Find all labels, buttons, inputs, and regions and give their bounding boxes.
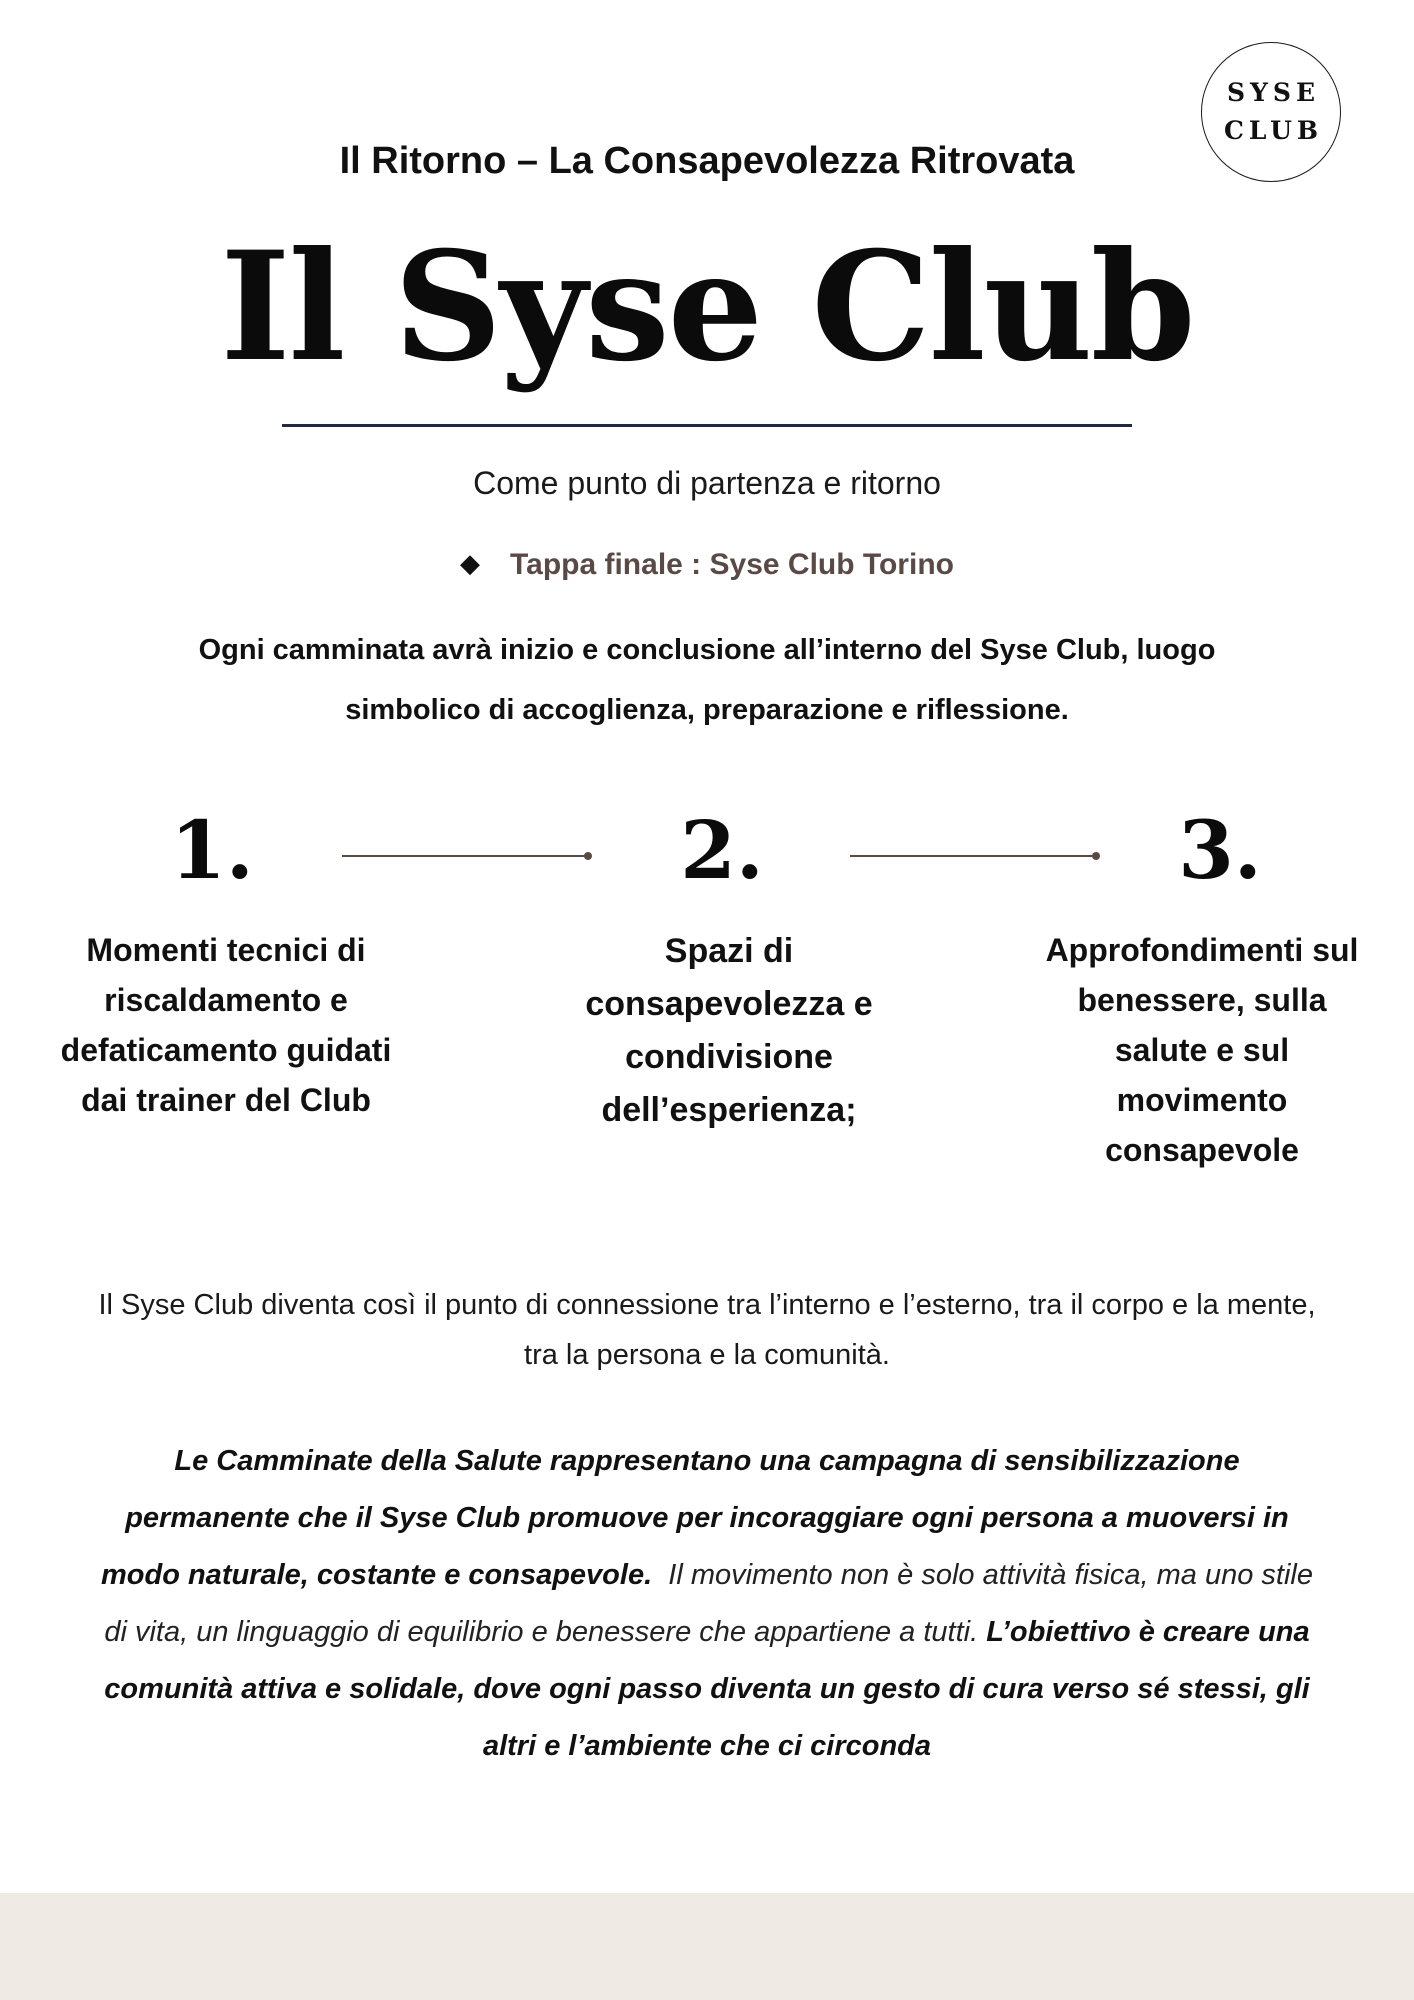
campaign-part-2: Il movimento non è solo attività fisica, ma uno stile di vita, un linguaggio di equilibrio e benessere che appartiene a tutti. bbox=[104, 1559, 1314, 1648]
step-number-3: 3. bbox=[1178, 803, 1262, 897]
logo-line-1: SYSE bbox=[1226, 78, 1320, 107]
final-stage-text: Tappa finale : Syse Club Torino bbox=[510, 548, 954, 581]
page-subtitle: Il Ritorno – La Consapevolezza Ritrovata bbox=[339, 140, 1075, 182]
page-title: Il Syse Club bbox=[220, 219, 1194, 395]
logo-line-2: CLUB bbox=[1223, 116, 1324, 145]
diamond-bullet-icon: ◆ bbox=[460, 548, 481, 578]
intro-paragraph: Ogni camminata avrà inizio e conclusione all’interno del Syse Club, luogo simbolico di accoglienza, preparazione e riflessione. bbox=[198, 634, 1216, 726]
step-number-1: 1. bbox=[170, 803, 254, 897]
final-stage bbox=[0, 548, 1414, 582]
campaign-part-3: L’obiettivo è creare una comunità attiva e solidale, dove ogni passo diventa un gesto di cura verso sé stessi, gli altri e l’ambiente che ci circonda bbox=[104, 1616, 1310, 1762]
step-connector-1 bbox=[342, 855, 588, 857]
connection-paragraph: Il Syse Club diventa così il punto di connessione tra l’interno e l’esterno, tra il corpo e la mente, tra la persona e la comunità. bbox=[98, 1289, 1316, 1371]
campaign-part-1: Le Camminate della Salute rappresentano una campagna di sensibilizzazione permanente che il Syse Club promuove per incoraggiare ogni persona a muoversi in modo naturale, costante e consapevole. bbox=[100, 1445, 1289, 1591]
step-number-2: 2. bbox=[680, 803, 764, 897]
tagline: Come punto di partenza e ritorno bbox=[473, 465, 941, 501]
footer-band bbox=[0, 1893, 1414, 2000]
step-connector-2 bbox=[850, 855, 1096, 857]
step-text-1: Momenti tecnici di riscaldamento e defaticamento guidati dai trainer del Club bbox=[60, 932, 392, 1118]
campaign-paragraph bbox=[90, 1433, 1324, 1775]
title-divider bbox=[282, 424, 1132, 427]
step-text-2: Spazi di consapevolezza e condivisione dell’esperienza; bbox=[585, 932, 873, 1129]
step-text-3: Approfondimenti sul benessere, sulla salute e sul movimento consapevole bbox=[1045, 932, 1359, 1168]
